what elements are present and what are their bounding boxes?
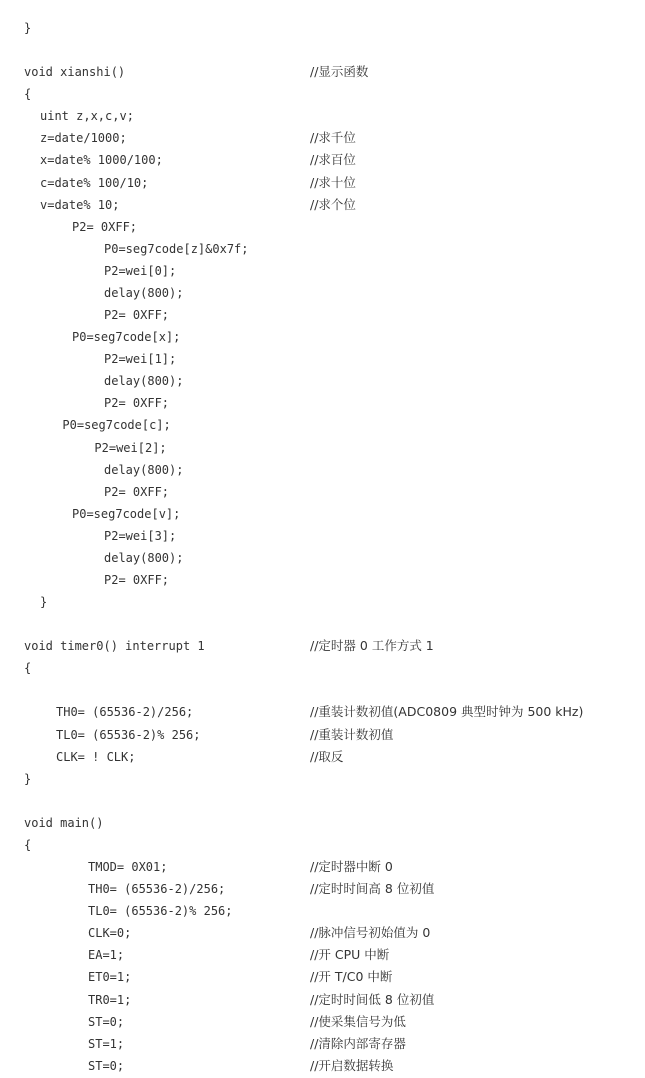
code-text: P2=wei[0]; (104, 263, 177, 278)
code-line (0, 834, 645, 856)
code-text: c=date% 100/10; (40, 175, 149, 190)
code-text: ST=0; (88, 1014, 125, 1029)
code-line (0, 812, 645, 834)
code-line (0, 922, 645, 944)
code-text: v=date% 10; (40, 197, 120, 212)
code-text: CLK= ! CLK; (56, 749, 136, 764)
code-comment: //定时器中断 0 (310, 859, 393, 875)
code-text: TMOD= 0X01; (88, 860, 168, 875)
code-text: { (24, 661, 32, 676)
code-text: CLK=0; (88, 926, 132, 941)
code-line (0, 989, 645, 1011)
code-line (0, 481, 645, 503)
code-line (0, 39, 645, 61)
code-comment: //开 T/C0 中断 (310, 969, 393, 985)
code-text: } (40, 595, 48, 610)
code-line (0, 127, 645, 149)
code-text: ET0=1; (88, 970, 132, 985)
code-text: ST=0; (88, 1058, 125, 1073)
code-line (0, 304, 645, 326)
code-text: EA=1; (88, 948, 125, 963)
code-comment: //开启数据转换 (310, 1057, 394, 1073)
code-line (0, 944, 645, 966)
code-text: TL0= (65536-2)% 256; (88, 904, 233, 919)
code-line (0, 459, 645, 481)
code-text: uint z,x,c,v; (40, 109, 134, 124)
code-text: P2= 0XFF; (104, 308, 170, 323)
code-text: void xianshi() (24, 65, 126, 80)
code-text: x=date% 1000/100; (40, 153, 163, 168)
code-line (0, 569, 645, 591)
code-text: P0=seg7code[c]; (62, 418, 171, 433)
code-comment: //定时时间低 8 位初值 (310, 991, 435, 1007)
code-line (0, 172, 645, 194)
code-text: delay(800); (104, 550, 184, 565)
code-line (0, 149, 645, 171)
code-line (0, 878, 645, 900)
code-line (0, 856, 645, 878)
code-line (0, 282, 645, 304)
code-line (0, 238, 645, 260)
code-line (0, 83, 645, 105)
code-text: TL0= (65536-2)% 256; (56, 727, 201, 742)
code-text: P2=wei[3]; (104, 528, 177, 543)
code-text: TH0= (65536-2)/256; (56, 705, 194, 720)
code-text: TH0= (65536-2)/256; (88, 882, 226, 897)
code-text: } (24, 771, 32, 786)
code-text: P2= 0XFF; (72, 219, 138, 234)
code-line (0, 525, 645, 547)
code-line (0, 591, 645, 613)
code-comment: //重装计数初值(ADC0809 典型时钟为 500 kHz) (310, 704, 584, 720)
code-comment: //定时时间高 8 位初值 (310, 881, 435, 897)
code-text: delay(800); (104, 462, 184, 477)
code-line (0, 547, 645, 569)
code-line (0, 657, 645, 679)
code-line (0, 348, 645, 370)
code-line (0, 194, 645, 216)
code-line (0, 635, 645, 657)
code-comment: //使采集信号为低 (310, 1013, 406, 1029)
code-text: TR0=1; (88, 992, 132, 1007)
code-text: P2= 0XFF; (104, 573, 170, 587)
code-text: { (24, 837, 32, 852)
code-text: z=date/1000; (40, 131, 127, 146)
code-text: void timer0() interrupt 1 (24, 639, 205, 654)
code-text: P2= 0XFF; (104, 396, 170, 411)
code-line (0, 1033, 645, 1055)
code-line (0, 701, 645, 723)
code-line (0, 503, 645, 525)
code-line (0, 61, 645, 83)
code-text: P0=seg7code[x]; (72, 330, 181, 345)
code-line (0, 105, 645, 127)
code-text: delay(800); (104, 374, 184, 389)
code-line (0, 392, 645, 414)
code-comment: //求个位 (310, 196, 356, 212)
code-text: delay(800); (104, 285, 184, 300)
code-line (0, 326, 645, 348)
code-line (0, 724, 645, 746)
code-comment: //求千位 (310, 130, 356, 146)
code-line (0, 216, 645, 238)
code-line (0, 437, 645, 459)
code-line (0, 17, 645, 39)
code-comment: //开 CPU 中断 (310, 947, 390, 963)
code-line (0, 1055, 645, 1077)
code-text: ST=1; (88, 1036, 125, 1051)
code-line (0, 613, 645, 635)
code-text: P2=wei[2]; (94, 440, 167, 455)
code-comment: //脉冲信号初始值为 0 (310, 925, 431, 941)
code-line (0, 900, 645, 922)
code-text: { (24, 87, 32, 102)
code-text: } (24, 21, 32, 35)
code-line (0, 790, 645, 812)
code-comment: //取反 (310, 748, 344, 764)
code-text: P2= 0XFF; (104, 484, 170, 499)
code-line (0, 370, 645, 392)
code-line (0, 966, 645, 988)
code-comment: //求十位 (310, 174, 356, 190)
code-comment: //重装计数初值 (310, 726, 394, 742)
code-text: P0=seg7code[v]; (72, 506, 181, 521)
code-comment: //清除内部寄存器 (310, 1035, 406, 1051)
code-line (0, 414, 645, 436)
code-text: void main() (24, 815, 104, 830)
code-line (0, 768, 645, 790)
code-line (0, 1011, 645, 1033)
code-comment: //求百位 (310, 152, 356, 168)
code-comment: //显示函数 (310, 64, 369, 80)
code-text: P2=wei[1]; (104, 352, 177, 367)
code-line (0, 679, 645, 701)
code-line (0, 260, 645, 282)
code-comment: //定时器 0 工作方式 1 (310, 638, 434, 654)
code-line (0, 746, 645, 768)
code-text: P0=seg7code[z]&0x7f; (104, 241, 249, 256)
